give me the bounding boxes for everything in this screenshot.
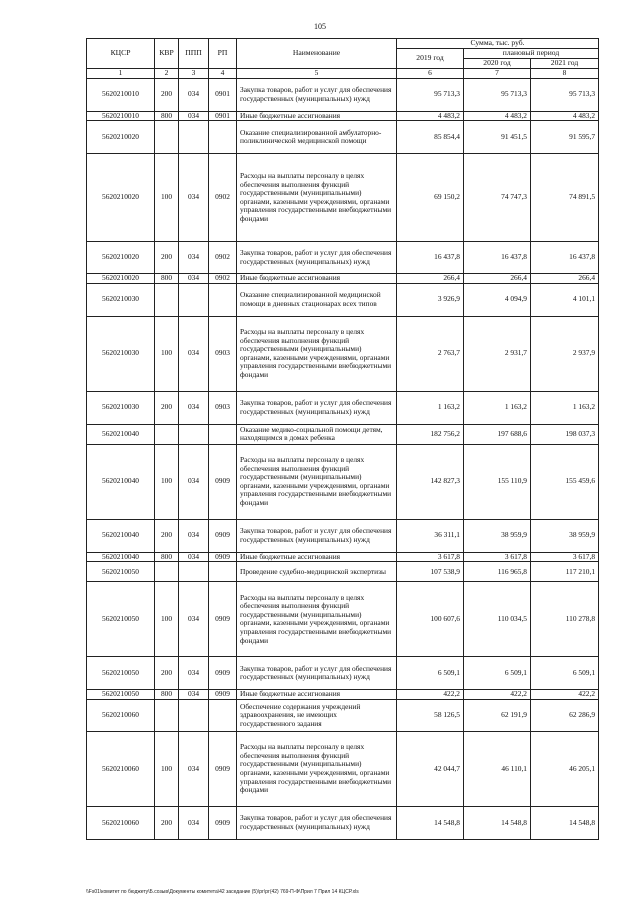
rp-cell: 0901 xyxy=(209,111,237,121)
value-2021-cell: 46 205,1 xyxy=(531,731,599,806)
rp-cell xyxy=(209,699,237,731)
ppp-cell xyxy=(179,562,209,582)
value-2021-cell: 6 509,1 xyxy=(531,657,599,690)
kcsr-cell: 5620210010 xyxy=(87,78,155,111)
rp-cell: 0909 xyxy=(209,444,237,519)
value-2019-cell: 1 163,2 xyxy=(397,391,464,424)
column-number: 6 xyxy=(397,69,464,79)
value-2019-cell: 100 607,6 xyxy=(397,582,464,657)
rp-cell: 0901 xyxy=(209,78,237,111)
ppp-cell: 034 xyxy=(179,657,209,690)
value-2021-cell: 155 459,6 xyxy=(531,444,599,519)
header-planned-period: плановый период xyxy=(464,49,599,59)
kcsr-cell: 5620210050 xyxy=(87,562,155,582)
ppp-cell: 034 xyxy=(179,111,209,121)
kcsr-cell: 5620210060 xyxy=(87,806,155,839)
name-cell: Закупка товаров, работ и услуг для обеспечения государственных (муниципальных) нужд xyxy=(237,391,397,424)
kvr-cell: 100 xyxy=(155,731,179,806)
value-2021-cell: 4 101,1 xyxy=(531,283,599,316)
ppp-cell: 034 xyxy=(179,519,209,552)
rp-cell: 0902 xyxy=(209,154,237,242)
value-2021-cell: 2 937,9 xyxy=(531,316,599,391)
kvr-cell: 200 xyxy=(155,242,179,274)
kcsr-cell: 5620210020 xyxy=(87,274,155,284)
header-kcsr: КЦСР xyxy=(87,39,155,69)
value-2019-cell: 107 538,9 xyxy=(397,562,464,582)
value-2021-cell: 16 437,8 xyxy=(531,242,599,274)
page-number: 105 xyxy=(314,22,326,31)
kvr-cell: 200 xyxy=(155,78,179,111)
value-2021-cell: 422,2 xyxy=(531,690,599,700)
value-2019-cell: 422,2 xyxy=(397,690,464,700)
table-row xyxy=(87,582,599,657)
table-row xyxy=(87,444,599,519)
kvr-cell: 800 xyxy=(155,552,179,562)
name-cell: Оказание специализированной амбулаторно-поликлинической медицинской помощи xyxy=(237,121,397,154)
value-2019-cell: 142 827,3 xyxy=(397,444,464,519)
name-cell: Закупка товаров, работ и услуг для обеспечения государственных (муниципальных) нужд xyxy=(237,78,397,111)
table-row xyxy=(87,316,599,391)
table-header xyxy=(87,39,599,79)
table-row xyxy=(87,274,599,284)
ppp-cell: 034 xyxy=(179,78,209,111)
kcsr-cell: 5620210060 xyxy=(87,731,155,806)
name-cell: Закупка товаров, работ и услуг для обеспечения государственных (муниципальных) нужд xyxy=(237,242,397,274)
header-2020: 2020 год xyxy=(464,59,531,69)
name-cell: Расходы на выплаты персоналу в целях обеспечения выполнения функций государственными (муниципальными) органами, казенными учреждениями, органами управления государственными внебюджетными фондами xyxy=(237,582,397,657)
footer-file-path: \\Fs01\комитет по бюджету\Б.созыв\Документы комитета\42 заседание (5)\рг\рг(42) 769-П-Ф\Прил 7 Прил 14 КЦСР.xls xyxy=(86,889,359,895)
kcsr-cell: 5620210060 xyxy=(87,699,155,731)
table-row xyxy=(87,424,599,444)
header-kvr: КВР xyxy=(155,39,179,69)
value-2020-cell: 46 110,1 xyxy=(464,731,531,806)
value-2020-cell: 16 437,8 xyxy=(464,242,531,274)
kcsr-cell: 5620210040 xyxy=(87,424,155,444)
value-2019-cell: 3 617,8 xyxy=(397,552,464,562)
kvr-cell xyxy=(155,283,179,316)
value-2020-cell: 14 548,8 xyxy=(464,806,531,839)
name-cell: Иные бюджетные ассигнования xyxy=(237,111,397,121)
header-ppp: ППП xyxy=(179,39,209,69)
name-cell: Оказание специализированной медицинской помощи в дневных стационарах всех типов xyxy=(237,283,397,316)
table-row xyxy=(87,806,599,839)
rp-cell: 0909 xyxy=(209,519,237,552)
ppp-cell: 034 xyxy=(179,582,209,657)
kvr-cell xyxy=(155,562,179,582)
header-rp: РП xyxy=(209,39,237,69)
kvr-cell xyxy=(155,699,179,731)
kvr-cell: 800 xyxy=(155,111,179,121)
column-number: 3 xyxy=(179,69,209,79)
value-2021-cell: 74 891,5 xyxy=(531,154,599,242)
rp-cell: 0909 xyxy=(209,552,237,562)
ppp-cell: 034 xyxy=(179,806,209,839)
value-2020-cell: 266,4 xyxy=(464,274,531,284)
table-row xyxy=(87,657,599,690)
ppp-cell: 034 xyxy=(179,391,209,424)
value-2020-cell: 6 509,1 xyxy=(464,657,531,690)
name-cell: Иные бюджетные ассигнования xyxy=(237,274,397,284)
value-2021-cell: 95 713,3 xyxy=(531,78,599,111)
value-2019-cell: 4 483,2 xyxy=(397,111,464,121)
value-2020-cell: 62 191,9 xyxy=(464,699,531,731)
ppp-cell: 034 xyxy=(179,274,209,284)
rp-cell: 0909 xyxy=(209,657,237,690)
column-number: 7 xyxy=(464,69,531,79)
ppp-cell xyxy=(179,424,209,444)
name-cell: Закупка товаров, работ и услуг для обеспечения государственных (муниципальных) нужд xyxy=(237,519,397,552)
kvr-cell: 100 xyxy=(155,582,179,657)
kvr-cell: 200 xyxy=(155,806,179,839)
value-2019-cell: 2 763,7 xyxy=(397,316,464,391)
table-row xyxy=(87,242,599,274)
table-row xyxy=(87,154,599,242)
table-row xyxy=(87,519,599,552)
value-2020-cell: 155 110,9 xyxy=(464,444,531,519)
kcsr-cell: 5620210050 xyxy=(87,690,155,700)
rp-cell xyxy=(209,283,237,316)
column-number: 4 xyxy=(209,69,237,79)
kcsr-cell: 5620210030 xyxy=(87,283,155,316)
table-row xyxy=(87,690,599,700)
kcsr-cell: 5620210010 xyxy=(87,111,155,121)
ppp-cell xyxy=(179,699,209,731)
value-2020-cell: 4 094,9 xyxy=(464,283,531,316)
ppp-cell: 034 xyxy=(179,552,209,562)
value-2019-cell: 58 126,5 xyxy=(397,699,464,731)
value-2021-cell: 91 595,7 xyxy=(531,121,599,154)
name-cell: Расходы на выплаты персоналу в целях обеспечения выполнения функций государственными (муниципальными) органами, казенными учреждениями, органами управления государственными внебюджетными фондами xyxy=(237,444,397,519)
rp-cell: 0909 xyxy=(209,690,237,700)
value-2019-cell: 36 311,1 xyxy=(397,519,464,552)
budget-table xyxy=(86,38,599,840)
name-cell: Закупка товаров, работ и услуг для обеспечения государственных (муниципальных) нужд xyxy=(237,806,397,839)
name-cell: Расходы на выплаты персоналу в целях обеспечения выполнения функций государственными (муниципальными) органами, казенными учреждениями, органами управления государственными внебюджетными фондами xyxy=(237,731,397,806)
table-row xyxy=(87,111,599,121)
value-2021-cell: 38 959,9 xyxy=(531,519,599,552)
name-cell: Обеспечение содержания учреждений здравоохранения, не имеющих государственного задания xyxy=(237,699,397,731)
rp-cell: 0903 xyxy=(209,391,237,424)
value-2020-cell: 2 931,7 xyxy=(464,316,531,391)
rp-cell xyxy=(209,121,237,154)
kvr-cell: 800 xyxy=(155,274,179,284)
kcsr-cell: 5620210040 xyxy=(87,519,155,552)
table-row xyxy=(87,121,599,154)
ppp-cell: 034 xyxy=(179,242,209,274)
value-2020-cell: 197 688,6 xyxy=(464,424,531,444)
value-2020-cell: 91 451,5 xyxy=(464,121,531,154)
rp-cell: 0909 xyxy=(209,582,237,657)
kcsr-cell: 5620210030 xyxy=(87,391,155,424)
column-number: 8 xyxy=(531,69,599,79)
ppp-cell: 034 xyxy=(179,731,209,806)
name-cell: Проведение судебно-медицинской экспертизы xyxy=(237,562,397,582)
name-cell: Иные бюджетные ассигнования xyxy=(237,690,397,700)
table-row xyxy=(87,731,599,806)
table-row xyxy=(87,283,599,316)
value-2020-cell: 74 747,3 xyxy=(464,154,531,242)
value-2020-cell: 4 483,2 xyxy=(464,111,531,121)
kcsr-cell: 5620210030 xyxy=(87,316,155,391)
value-2021-cell: 14 548,8 xyxy=(531,806,599,839)
rp-cell xyxy=(209,424,237,444)
value-2019-cell: 42 044,7 xyxy=(397,731,464,806)
kcsr-cell: 5620210050 xyxy=(87,657,155,690)
header-2021: 2021 год xyxy=(531,59,599,69)
kvr-cell: 100 xyxy=(155,444,179,519)
kcsr-cell: 5620210040 xyxy=(87,552,155,562)
ppp-cell xyxy=(179,121,209,154)
kvr-cell xyxy=(155,424,179,444)
value-2021-cell: 266,4 xyxy=(531,274,599,284)
kcsr-cell: 5620210020 xyxy=(87,154,155,242)
kcsr-cell: 5620210020 xyxy=(87,121,155,154)
value-2021-cell: 1 163,2 xyxy=(531,391,599,424)
kvr-cell: 200 xyxy=(155,391,179,424)
rp-cell xyxy=(209,562,237,582)
name-cell: Иные бюджетные ассигнования xyxy=(237,552,397,562)
value-2020-cell: 95 713,3 xyxy=(464,78,531,111)
table-row xyxy=(87,552,599,562)
table-row xyxy=(87,391,599,424)
name-cell: Оказание медико-социальной помощи детям, находящимся в домах ребенка xyxy=(237,424,397,444)
value-2019-cell: 6 509,1 xyxy=(397,657,464,690)
kvr-cell: 100 xyxy=(155,316,179,391)
kcsr-cell: 5620210020 xyxy=(87,242,155,274)
ppp-cell: 034 xyxy=(179,154,209,242)
value-2021-cell: 110 278,8 xyxy=(531,582,599,657)
ppp-cell: 034 xyxy=(179,316,209,391)
value-2019-cell: 3 926,9 xyxy=(397,283,464,316)
value-2020-cell: 3 617,8 xyxy=(464,552,531,562)
column-number-row xyxy=(87,69,599,79)
value-2019-cell: 85 854,4 xyxy=(397,121,464,154)
header-sum: Сумма, тыс. руб. xyxy=(397,39,599,49)
kvr-cell: 100 xyxy=(155,154,179,242)
kvr-cell: 800 xyxy=(155,690,179,700)
ppp-cell xyxy=(179,283,209,316)
ppp-cell: 034 xyxy=(179,690,209,700)
kvr-cell: 200 xyxy=(155,519,179,552)
value-2021-cell: 198 037,3 xyxy=(531,424,599,444)
rp-cell: 0909 xyxy=(209,731,237,806)
kvr-cell xyxy=(155,121,179,154)
value-2020-cell: 110 034,5 xyxy=(464,582,531,657)
table-body xyxy=(87,78,599,839)
value-2019-cell: 69 150,2 xyxy=(397,154,464,242)
kcsr-cell: 5620210040 xyxy=(87,444,155,519)
column-number: 5 xyxy=(237,69,397,79)
value-2020-cell: 422,2 xyxy=(464,690,531,700)
value-2019-cell: 14 548,8 xyxy=(397,806,464,839)
value-2020-cell: 38 959,9 xyxy=(464,519,531,552)
column-number: 2 xyxy=(155,69,179,79)
table-row xyxy=(87,699,599,731)
value-2021-cell: 4 483,2 xyxy=(531,111,599,121)
header-2019: 2019 год xyxy=(397,49,464,69)
column-number: 1 xyxy=(87,69,155,79)
table-row xyxy=(87,562,599,582)
value-2021-cell: 62 286,9 xyxy=(531,699,599,731)
table-row xyxy=(87,78,599,111)
kvr-cell: 200 xyxy=(155,657,179,690)
ppp-cell: 034 xyxy=(179,444,209,519)
kcsr-cell: 5620210050 xyxy=(87,582,155,657)
name-cell: Закупка товаров, работ и услуг для обеспечения государственных (муниципальных) нужд xyxy=(237,657,397,690)
value-2019-cell: 95 713,3 xyxy=(397,78,464,111)
value-2021-cell: 3 617,8 xyxy=(531,552,599,562)
name-cell: Расходы на выплаты персоналу в целях обеспечения выполнения функций государственными (муниципальными) органами, казенными учреждениями, органами управления государственными внебюджетными фондами xyxy=(237,154,397,242)
name-cell: Расходы на выплаты персоналу в целях обеспечения выполнения функций государственными (муниципальными) органами, казенными учреждениями, органами управления государственными внебюджетными фондами xyxy=(237,316,397,391)
rp-cell: 0903 xyxy=(209,316,237,391)
rp-cell: 0909 xyxy=(209,806,237,839)
rp-cell: 0902 xyxy=(209,242,237,274)
header-name: Наименование xyxy=(237,39,397,69)
value-2019-cell: 182 756,2 xyxy=(397,424,464,444)
value-2019-cell: 16 437,8 xyxy=(397,242,464,274)
value-2020-cell: 116 965,8 xyxy=(464,562,531,582)
value-2021-cell: 117 210,1 xyxy=(531,562,599,582)
value-2020-cell: 1 163,2 xyxy=(464,391,531,424)
value-2019-cell: 266,4 xyxy=(397,274,464,284)
rp-cell: 0902 xyxy=(209,274,237,284)
